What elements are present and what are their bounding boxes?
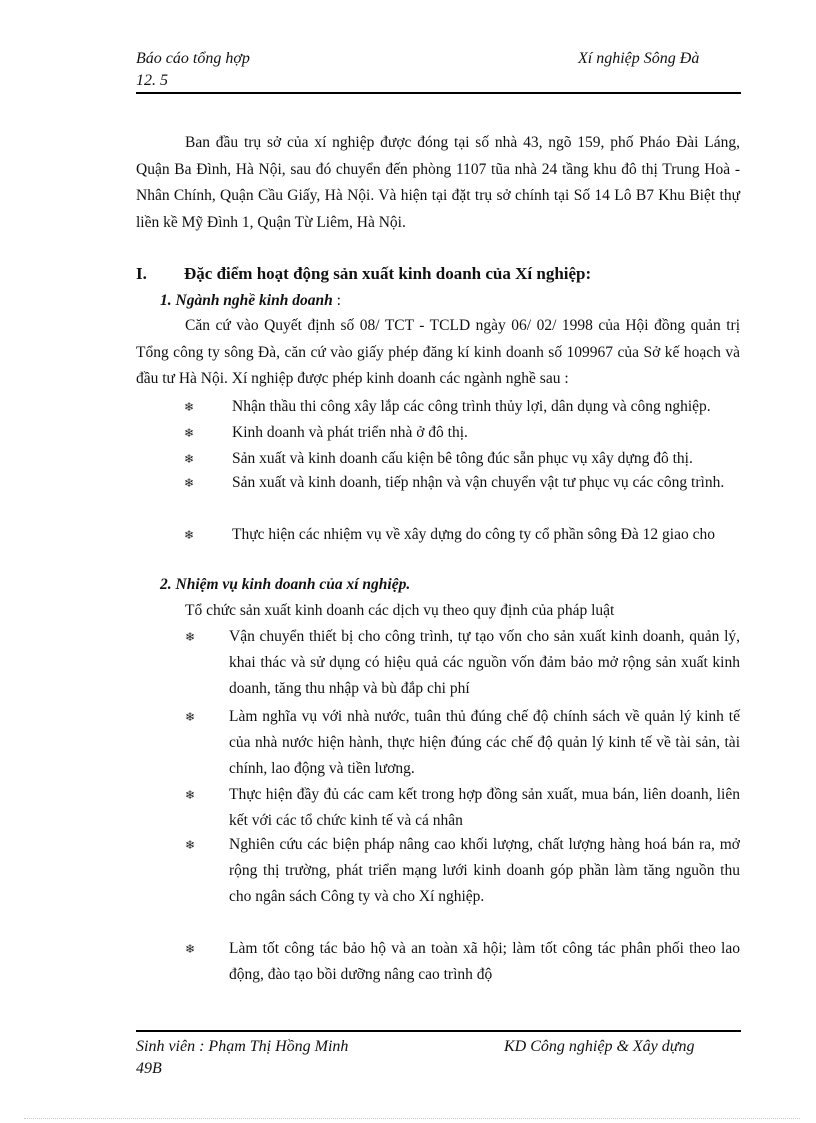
list-item-text: Làm tốt công tác bảo hộ và an toàn xã hội; làm tốt công tác phân phối theo lao động, đào tạo bồi dưỡng nâng cao trình độ bbox=[229, 940, 740, 983]
subsection-1-heading bbox=[160, 290, 341, 312]
list-item-text: Sản xuất và kinh doanh, tiếp nhận và vận chuyển vật tư phục vụ các công trình. bbox=[232, 474, 725, 491]
list-item bbox=[185, 624, 740, 702]
business-basis-paragraph: Căn cứ vào Quyết định số 08/ TCT - TCLD ngày 06/ 02/ 1998 của Hội đồng quản trị Tổng công ty sông Đà, căn cứ vào giấy phép đăng kí kinh doanh số 109967 của Sở kế hoạch và đầu tư Hà Nội. Xí nghiệp được phép kinh doanh các ngành nghề sau : bbox=[136, 317, 740, 387]
snowflake-bullet-icon: ❄ bbox=[185, 710, 196, 724]
list-item bbox=[185, 936, 740, 988]
section-numeral: I. bbox=[136, 264, 147, 283]
list-item bbox=[136, 420, 740, 447]
duties-intro-paragraph: Tổ chức sản xuất kinh doanh các dịch vụ theo quy định của pháp luật bbox=[185, 602, 615, 619]
intro-paragraph: Ban đầu trụ sở của xí nghiệp được đóng tại số nhà 43, ngõ 159, phố Pháo Đài Láng, Quận Ba Đình, Hà Nội, sau đó chuyển đến phòng 1107 tũa nhà 24 tầng khu đô thị Trung Hoà - Nhân Chính, Quận Cầu Giấy, Hà Nội. Và hiện tại đặt trụ sở chính tại Số 14 Lô B7 Khu Biệt thự liền kề Mỹ Đình 1, Quận Từ Liêm, Hà Nội. bbox=[136, 134, 740, 231]
section-heading bbox=[136, 262, 740, 286]
snowflake-bullet-icon: ❄ bbox=[185, 630, 196, 644]
subsection-1-title: 1. Ngành nghề kinh doanh bbox=[160, 292, 333, 309]
list-item-text: Nghiên cứu các biện pháp nâng cao khối lượng, chất lượng hàng hoá bán ra, mở rộng thị trường, phát triển mạng lưới kinh doanh góp phần làm tăng nguồn thu cho ngân sách Công ty và cho Xí nghiệp. bbox=[229, 836, 740, 905]
list-item bbox=[136, 394, 740, 421]
subsection-2-title: 2. Nhiệm vụ kinh doanh của xí nghiệp. bbox=[160, 576, 411, 593]
list-item bbox=[136, 446, 740, 473]
header-rule bbox=[136, 92, 741, 94]
page-edge-divider bbox=[24, 1118, 800, 1119]
list-item bbox=[185, 832, 740, 910]
snowflake-bullet-icon: ❄ bbox=[184, 426, 195, 440]
list-item-text: Kinh doanh và phát triển nhà ở đô thị. bbox=[232, 424, 468, 441]
list-item-text: Vận chuyển thiết bị cho công trình, tự tạo vốn cho sản xuất kinh doanh, quản lý, khai thác và sử dụng có hiệu quả các nguồn vốn đảm bảo mở rộng sản xuất kinh doanh, tăng thu nhập và bù đắp chi phí bbox=[229, 628, 740, 697]
list-item-text: Thực hiện đầy đủ các cam kết trong hợp đồng sản xuất, mua bán, liên doanh, liên kết với các tổ chức kinh tế và cá nhân bbox=[229, 786, 740, 829]
subsection-2-heading bbox=[160, 574, 410, 596]
snowflake-bullet-icon: ❄ bbox=[184, 400, 195, 414]
snowflake-bullet-icon: ❄ bbox=[184, 528, 195, 542]
snowflake-bullet-icon: ❄ bbox=[185, 942, 196, 956]
subsection-1-colon: : bbox=[332, 292, 341, 309]
section-title: Đặc điểm hoạt động sản xuất kinh doanh của Xí nghiệp: bbox=[184, 264, 592, 283]
snowflake-bullet-icon: ❄ bbox=[184, 476, 195, 490]
list-item-text: Sản xuất và kinh doanh cấu kiện bê tông đúc sẵn phục vụ xây dựng đô thị. bbox=[232, 450, 693, 467]
snowflake-bullet-icon: ❄ bbox=[185, 788, 196, 802]
list-item-text: Thực hiện các nhiệm vụ về xây dựng do công ty cổ phần sông Đà 12 giao cho bbox=[232, 526, 715, 543]
footer-rule bbox=[136, 1030, 741, 1032]
list-item-text: Nhận thầu thi công xây lắp các công trình thủy lợi, dân dụng và công nghiệp. bbox=[232, 398, 711, 415]
list-item bbox=[185, 782, 740, 834]
list-item bbox=[185, 704, 740, 782]
list-item-text: Làm nghĩa vụ với nhà nước, tuân thủ đúng chế độ chính sách về quản lý kinh tế của nhà nước hiện hành, thực hiện đúng các chế độ quản lý kinh tế về tài sản, tài chính, lao động và tiền lương. bbox=[229, 708, 740, 777]
footer-student-name: Sinh viên : Phạm Thị Hồng Minh 49B bbox=[136, 1038, 349, 1077]
list-item bbox=[136, 522, 740, 549]
header-report-title: Báo cáo tổng hợp 12. 5 bbox=[136, 50, 250, 89]
list-item bbox=[136, 470, 740, 497]
footer-department: KD Công nghiệp & Xây dựng bbox=[504, 1038, 695, 1055]
snowflake-bullet-icon: ❄ bbox=[185, 838, 196, 852]
snowflake-bullet-icon: ❄ bbox=[184, 452, 195, 466]
header-company-name: Xí nghiệp Sông Đà bbox=[578, 50, 700, 67]
